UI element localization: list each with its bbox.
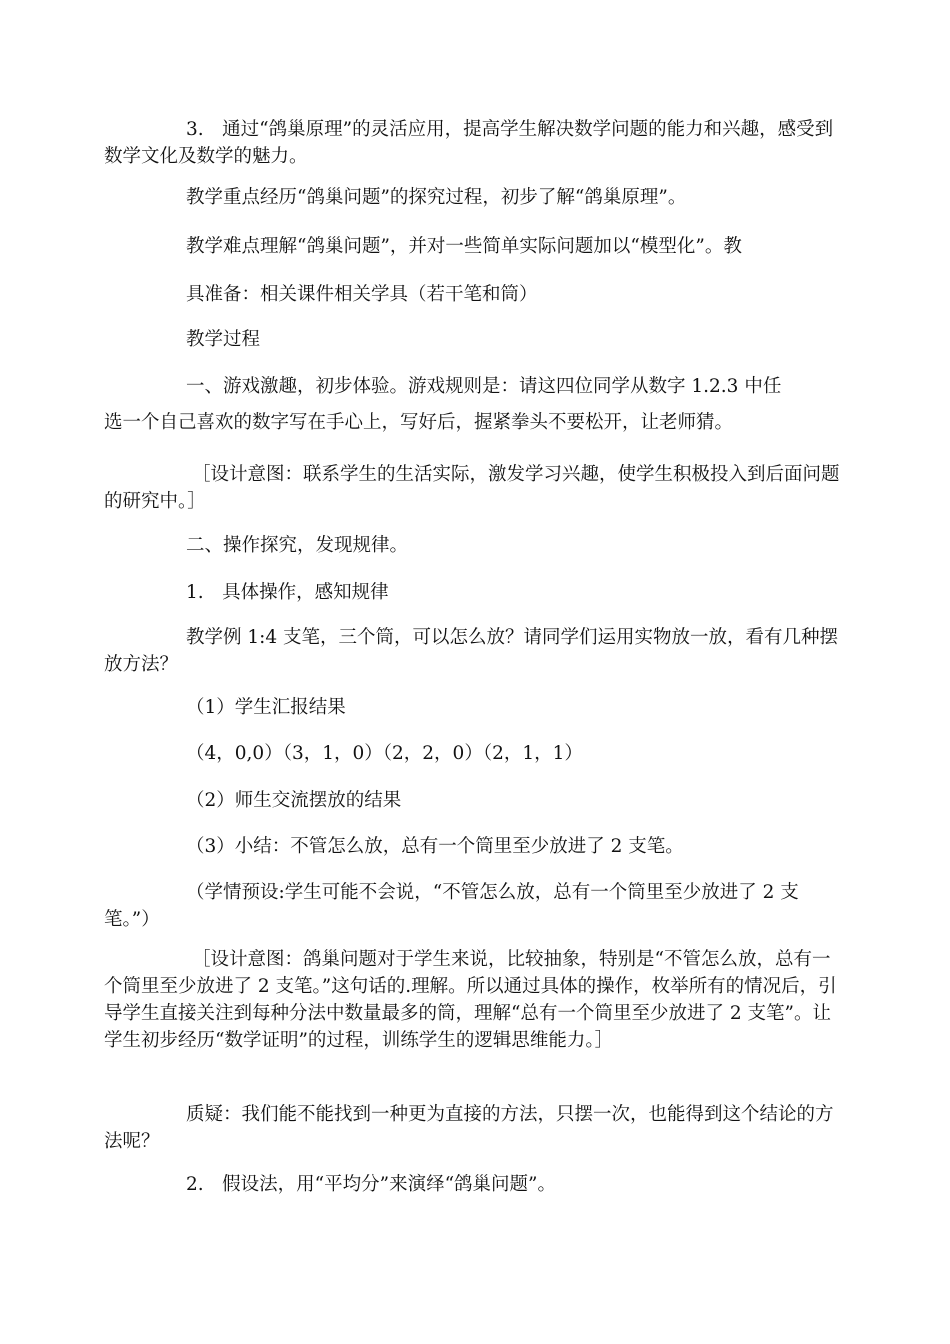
game-rules-continued: 选一个自己喜欢的数字写在手心上，写好后，握紧拳头不要松开，让老师猜。 [104,412,734,433]
section-1-heading: 一、游戏激趣，初步体验。游戏规则是：请这四位同学从数字 1.2.3 中任 [186,376,782,397]
section-2-heading: 二、操作探究，发现规律。 [186,535,409,556]
key-point: 教学重点经历“鸽巢问题”的探究过程，初步了解“鸽巢原理”。 [186,187,687,208]
step-2: （2）师生交流摆放的结果 [186,790,402,811]
subsection-2-heading: 2. 假设法，用“平均分”来演绎“鸽巢问题”。 [186,1174,556,1195]
subsection-1-heading: 1. 具体操作，感知规律 [186,582,389,603]
arrangements: （4，0,0）（3，1，0）（2，2，0）（2，1，1） [186,743,583,764]
objective-3: 3. 通过“鸽巢原理”的灵活应用，提高学生解决数学问题的能力和兴趣，感受到数学文化及数学的魅力。 [104,119,834,167]
learning-prediction: （学情预设:学生可能不会说，“不管怎么放，总有一个筒里至少放进了 2 支笔。”） [104,882,799,930]
design-intent-2: ［设计意图：鸽巢问题对于学生来说，比较抽象，特别是“不管怎么放，总有一个筒里至少放进了 2 支笔。”这句话的.理解。所以通过具体的操作，枚举所有的情况后，引导学生直接关注到每种分法中数量最多的筒，理解“总有一个筒里至少放进了 2 支笔”。让学生初步经历“数学证明”的过程，训练学生的逻辑思维能力。］ [104,949,837,1051]
design-intent-1: ［设计意图：联系学生的生活实际，激发学习兴趣，使学生积极投入到后面问题的研究中。］ [104,464,840,512]
teaching-process-heading: 教学过程 [186,329,261,350]
question: 质疑：我们能不能找到一种更为直接的方法，只摆一次，也能得到这个结论的方法呢？ [104,1104,834,1152]
step-3-summary: （3）小结：不管怎么放，总有一个筒里至少放进了 2 支笔。 [186,836,684,857]
difficult-point: 教学难点理解“鸽巢问题”，并对一些简单实际问题加以“模型化”。教 [186,236,742,257]
step-1: （1）学生汇报结果 [186,697,346,718]
teaching-aids: 具准备：相关课件相关学具（若干笔和筒） [186,284,538,305]
example-1: 教学例 1:4 支笔，三个筒，可以怎么放？请同学们运用实物放一放，看有几种摆放方法？ [104,627,839,675]
